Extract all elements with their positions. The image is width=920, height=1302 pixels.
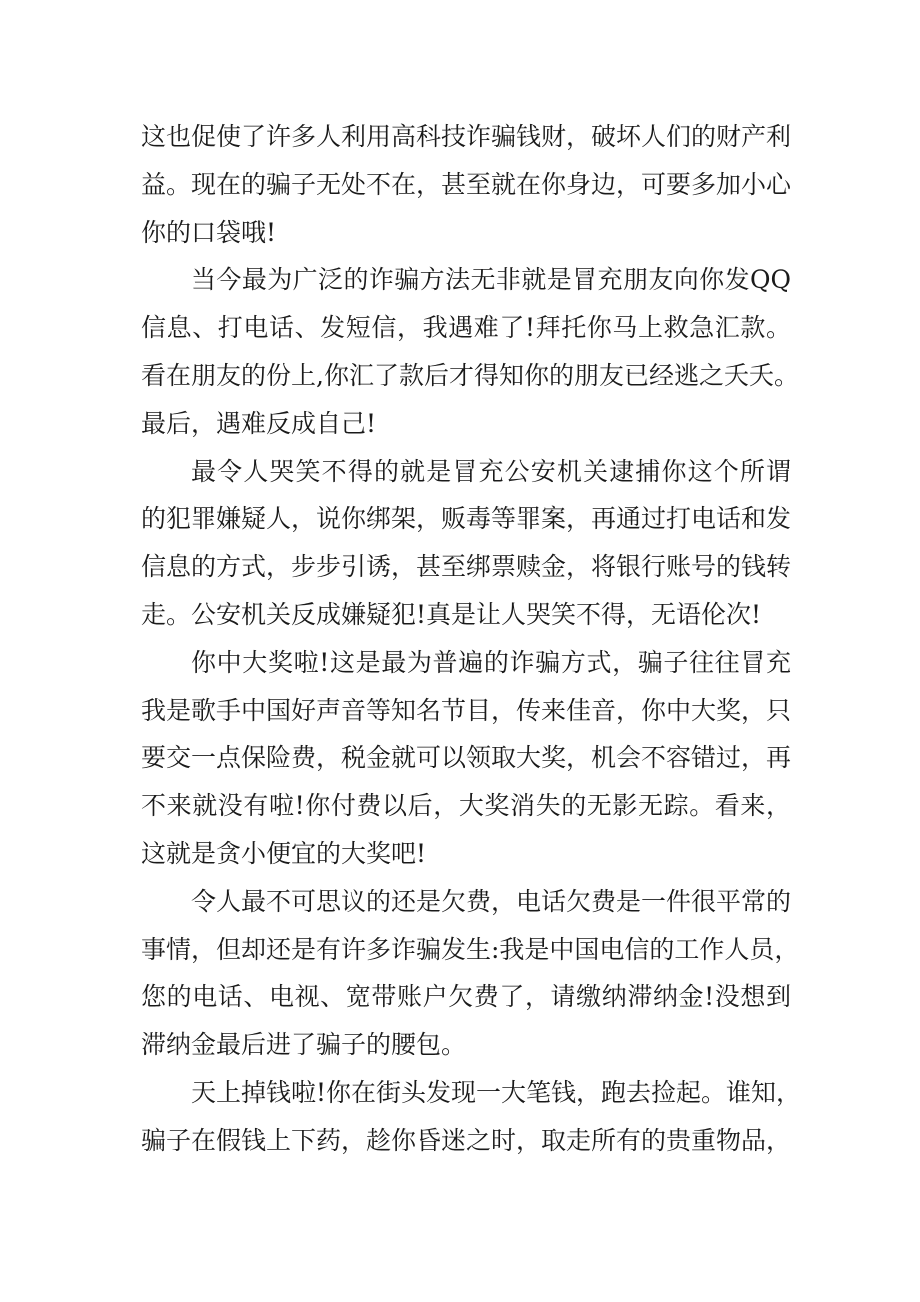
text-line: 当今最为广泛的诈骗方法无非就是冒充朋友向你发QQ [191, 265, 791, 295]
text-line: 信息、打电话、发短信，我遇难了!拜托你马上救急汇款。 [141, 313, 791, 343]
text-line: 天上掉钱啦!你在街头发现一大笔钱，跑去捡起。谁知， [191, 1077, 802, 1107]
text-line: 益。现在的骗子无处不在，甚至就在你身边，可要多加小心 [141, 169, 792, 199]
text-line: 不来就没有啦!你付费以后，大奖消失的无影无踪。看来， [141, 791, 791, 821]
text-line: 最后，遇难反成自己! [141, 408, 377, 438]
text-line: 您的电话、电视、宽带账户欠费了，请缴纳滞纳金!没想到 [141, 982, 791, 1012]
paragraph-3 [141, 448, 791, 639]
text-line: 要交一点保险费，税金就可以领取大奖，机会不容错过，再 [141, 743, 792, 773]
text-line: 我是歌手中国好声音等知名节目，传来佳音，你中大奖，只 [141, 695, 792, 725]
text-line: 骗子在假钱上下药，趁你昏迷之时，取走所有的贵重物品， [141, 1125, 792, 1155]
paragraph-4 [141, 639, 791, 878]
text-line: 的犯罪嫌疑人，说你绑架，贩毒等罪案，再通过打电话和发 [141, 504, 792, 534]
paragraph-2 [141, 256, 799, 447]
text-line: 令人最不可思议的还是欠费，电话欠费是一件很平常的 [191, 886, 792, 916]
text-line: 你中大奖啦!这是最为普遍的诈骗方式，骗子往往冒充 [191, 647, 791, 677]
text-line: 事情，但却还是有许多诈骗发生:我是中国电信的工作人员， [141, 934, 800, 964]
paragraph-5 [141, 878, 800, 1069]
text-line: 看在朋友的份上,你汇了款后才得知你的朋友已经逃之夭夭。 [141, 360, 799, 390]
body-text [141, 113, 802, 1165]
text-line: 走。公安机关反成嫌疑犯!真是让人哭笑不得，无语伦次! [141, 599, 762, 629]
text-line: 信息的方式，步步引诱，甚至绑票赎金，将银行账号的钱转 [141, 552, 792, 582]
paragraph-6 [141, 1069, 802, 1165]
text-line: 滞纳金最后进了骗子的腰包。 [141, 1030, 467, 1060]
paragraph-1 [141, 113, 791, 256]
text-line: 这就是贪小便宜的大奖吧! [141, 838, 427, 868]
text-line: 这也促使了许多人利用高科技诈骗钱财，破坏人们的财产利 [141, 122, 792, 151]
text-line: 最令人哭笑不得的就是冒充公安机关逮捕你这个所谓 [191, 456, 791, 486]
text-line: 你的口袋哦! [141, 217, 277, 247]
